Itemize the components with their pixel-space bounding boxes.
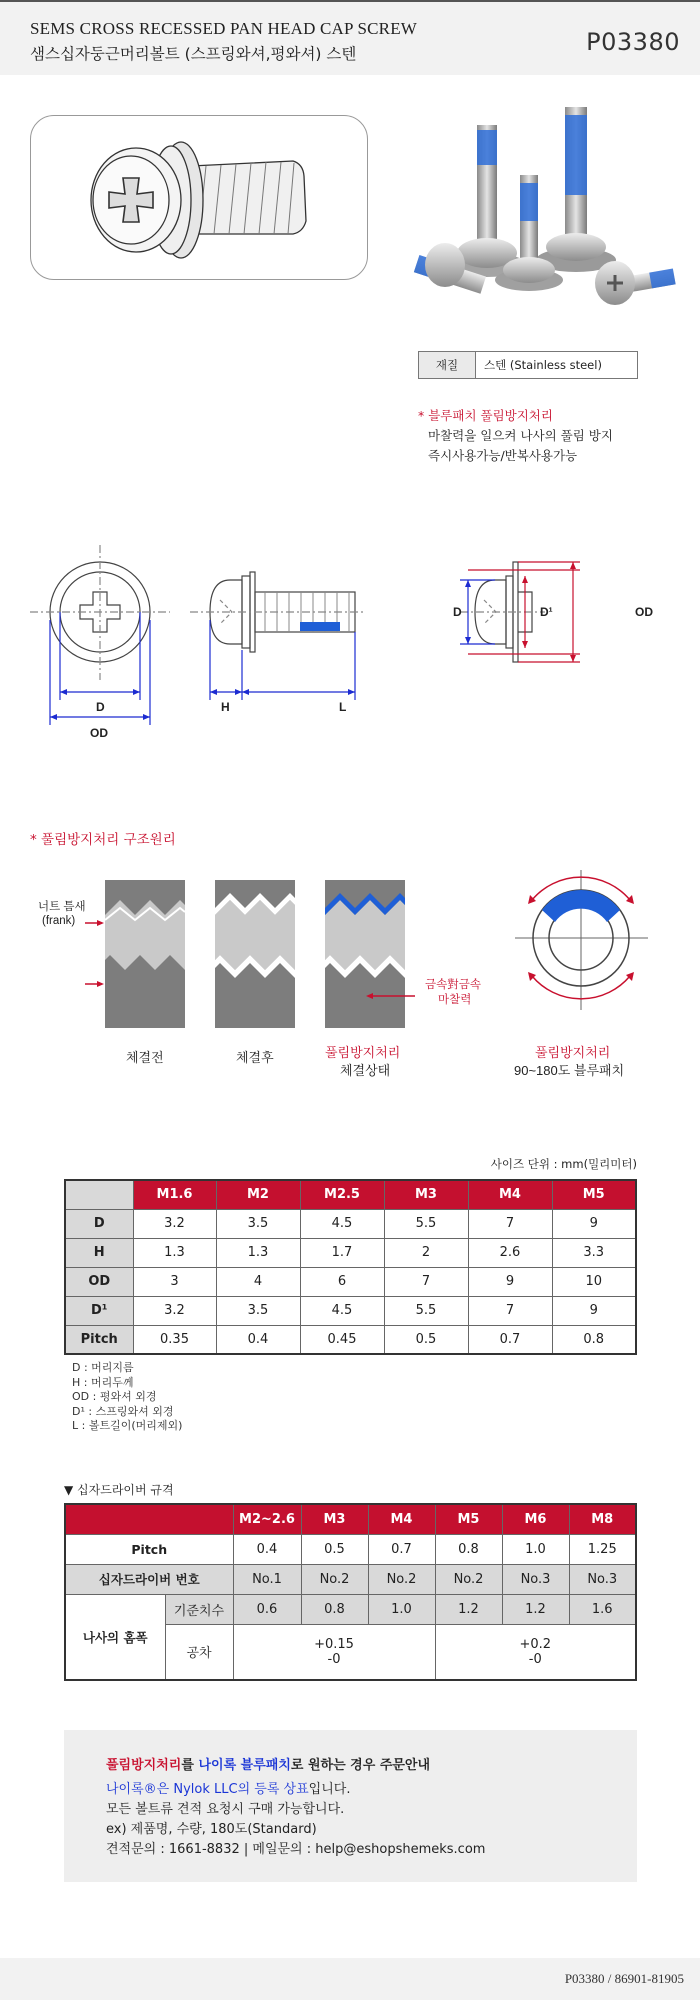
row-header: 나사의 홈폭 <box>65 1594 165 1680</box>
table-cell: 1.6 <box>569 1594 636 1624</box>
dim-label-od: OD <box>90 726 108 740</box>
unit-note: 사이즈 단위 : mm(밀리미터) <box>490 1157 637 1171</box>
product-title-ko: 샘스십자둥근머리볼트 (스프링와셔,평와셔) 스텐 <box>30 45 357 63</box>
principle-diagram <box>20 860 680 1090</box>
table-cell: No.2 <box>368 1564 435 1594</box>
product-title-en: SEMS CROSS RECESSED PAN HEAD CAP SCREW <box>30 19 418 38</box>
table-cell: 3 <box>133 1267 216 1296</box>
notice-text: 입니다. <box>308 1782 351 1797</box>
table-col-header: M5 <box>435 1504 502 1534</box>
table-cell: 6 <box>300 1267 384 1296</box>
table-col-header: M1.6 <box>133 1180 216 1209</box>
feature-title: * 블루패치 풀림방지처리 <box>418 408 553 423</box>
feature-line: 즉시사용가능/반복사용가능 <box>428 448 578 463</box>
table-cell: 7 <box>384 1267 468 1296</box>
table-cell: No.3 <box>502 1564 569 1594</box>
table-cell: 2.6 <box>468 1238 552 1267</box>
table-cell: 0.45 <box>300 1325 384 1354</box>
tolerance-minus: -0 <box>327 1651 341 1667</box>
table-cell: 2 <box>384 1238 468 1267</box>
table-cell: 1.7 <box>300 1238 384 1267</box>
row-header: H <box>65 1238 133 1267</box>
tolerance-plus: +0.2 <box>519 1636 552 1652</box>
table-cell: 0.7 <box>468 1325 552 1354</box>
table-cell: 3.2 <box>133 1209 216 1238</box>
table-cell: 9 <box>468 1267 552 1296</box>
size-table <box>64 1179 637 1355</box>
caption-patch-2: 90~180도 블루패치 <box>514 1063 625 1078</box>
caption-treated: 풀림방지처리 <box>325 1045 401 1060</box>
legend-item: D : 머리지름 <box>72 1361 134 1374</box>
material-table <box>418 351 638 379</box>
table-cell: 4 <box>216 1267 300 1296</box>
row-header: D <box>65 1209 133 1238</box>
table-cell: 0.35 <box>133 1325 216 1354</box>
table-cell: 1.2 <box>435 1594 502 1624</box>
page-header <box>0 0 700 75</box>
table-cell: 0.8 <box>552 1325 636 1354</box>
table-cell: 0.6 <box>233 1594 301 1624</box>
table-cell: No.2 <box>301 1564 368 1594</box>
table-cell: 0.8 <box>301 1594 368 1624</box>
metal-friction-label: 금속對금속 <box>425 979 481 991</box>
notice-line: 모든 볼트류 견적 요청시 구매 가능합니다. <box>106 1802 345 1817</box>
table-col-header: M5 <box>552 1180 636 1209</box>
page-footer <box>0 1958 700 2000</box>
table-col-header: M2.5 <box>300 1180 384 1209</box>
table-cell: 1.25 <box>569 1534 636 1564</box>
table-cell: 7 <box>468 1296 552 1325</box>
screw-sketch-image <box>30 115 368 280</box>
table-cell: 1.0 <box>368 1594 435 1624</box>
table-row <box>65 1209 636 1238</box>
order-notice <box>64 1730 637 1882</box>
legend-item: OD : 평와셔 외경 <box>72 1390 157 1403</box>
notice-text: 를 <box>181 1758 199 1773</box>
dim-label-l: L <box>339 700 347 714</box>
notice-line <box>106 1780 485 1800</box>
dim-label-od-side: OD <box>635 605 653 619</box>
table-row <box>65 1325 636 1354</box>
table-cell: 0.5 <box>301 1534 368 1564</box>
table-row <box>65 1267 636 1296</box>
dim-label-d1: D¹ <box>540 605 553 619</box>
sub-row-header: 기준치수 <box>165 1594 233 1624</box>
feature-line: 마찰력을 일으켜 나사의 풀림 방지 <box>428 428 613 443</box>
table-cell: 7 <box>468 1209 552 1238</box>
gap-label: 너트 틈새 <box>38 901 86 913</box>
material-label: 재질 <box>419 352 476 379</box>
dimension-legend <box>72 1361 182 1434</box>
table-row <box>65 1564 636 1594</box>
metal-friction-label-2: 마찰력 <box>438 994 472 1006</box>
notice-line: ex) 제품명, 수량, 180도(Standard) <box>106 1822 317 1837</box>
notice-blue-text: 나이록 블루패치 <box>198 1758 291 1773</box>
row-header: Pitch <box>65 1325 133 1354</box>
dim-label-d: D <box>96 700 105 714</box>
table-cell: 4.5 <box>300 1209 384 1238</box>
table-cell: 0.7 <box>368 1534 435 1564</box>
material-value: 스텐 (Stainless steel) <box>476 352 638 379</box>
table-cell: 5.5 <box>384 1296 468 1325</box>
table-col-header: M3 <box>301 1504 368 1534</box>
table-col-header: M2 <box>216 1180 300 1209</box>
row-header: 십자드라이버 번호 <box>65 1564 233 1594</box>
dimension-diagrams <box>20 540 680 760</box>
table-cell: No.3 <box>569 1564 636 1594</box>
sub-row-header: 공차 <box>165 1624 233 1680</box>
product-photo <box>395 95 685 310</box>
table-row <box>65 1594 636 1624</box>
table-cell: 1.2 <box>502 1594 569 1624</box>
table-col-header: M8 <box>569 1504 636 1534</box>
notice-red-text: 풀림방지처리 <box>106 1758 182 1773</box>
feature-block <box>418 406 613 466</box>
dim-label-d-side: D <box>453 605 462 619</box>
tolerance-minus: -0 <box>528 1651 542 1667</box>
table-cell: 0.4 <box>216 1325 300 1354</box>
table-cell: 9 <box>552 1209 636 1238</box>
table-col-header: M4 <box>468 1180 552 1209</box>
dim-label-h: H <box>221 700 230 714</box>
legend-item: D¹ : 스프링와셔 외경 <box>72 1404 174 1418</box>
product-code: P03380 <box>586 28 680 56</box>
table-cell: 3.3 <box>552 1238 636 1267</box>
notice-line <box>106 1756 485 1776</box>
table-cell: 1.0 <box>502 1534 569 1564</box>
driver-table-title: ▼ 십자드라이버 규격 <box>64 1483 174 1497</box>
table-cell: 0.5 <box>384 1325 468 1354</box>
table-cell: 3.2 <box>133 1296 216 1325</box>
table-col-header: M3 <box>384 1180 468 1209</box>
table-col-header: M6 <box>502 1504 569 1534</box>
footer-code: P03380 / 86901-81905 <box>564 1971 684 1986</box>
caption-after: 체결후 <box>236 1050 274 1065</box>
table-cell: 1.3 <box>133 1238 216 1267</box>
notice-contact: 견적문의 : 1661-8832 | 메일문의 : help@eshopshemeks.com <box>106 1842 486 1857</box>
table-cell: 9 <box>552 1296 636 1325</box>
tolerance-plus: +0.15 <box>314 1636 354 1652</box>
row-header: OD <box>65 1267 133 1296</box>
table-corner <box>65 1504 233 1534</box>
legend-item: L : 볼트길이(머리제외) <box>72 1419 183 1432</box>
caption-patch: 풀림방지처리 <box>535 1045 611 1060</box>
table-cell: 5.5 <box>384 1209 468 1238</box>
principle-title: * 풀림방지처리 구조원리 <box>30 832 176 848</box>
notice-trademark: 나이록®은 Nylok LLC의 등록 상표 <box>106 1782 309 1797</box>
table-cell: 0.4 <box>233 1534 301 1564</box>
notice-text: 로 원하는 경우 주문안내 <box>290 1758 431 1773</box>
table-row <box>65 1238 636 1267</box>
table-col-header: M2~2.6 <box>233 1504 301 1534</box>
table-cell: No.1 <box>233 1564 301 1594</box>
table-cell: No.2 <box>435 1564 502 1594</box>
tolerance-cell <box>233 1624 435 1680</box>
table-cell: 4.5 <box>300 1296 384 1325</box>
table-cell: 3.5 <box>216 1296 300 1325</box>
table-cell: 3.5 <box>216 1209 300 1238</box>
tolerance-cell <box>435 1624 636 1680</box>
table-cell: 0.8 <box>435 1534 502 1564</box>
driver-table <box>64 1503 637 1681</box>
legend-item: H : 머리두께 <box>72 1375 134 1389</box>
table-corner <box>65 1180 133 1209</box>
gap-label-2: (frank) <box>42 915 76 927</box>
table-cell: 10 <box>552 1267 636 1296</box>
caption-treated-2: 체결상태 <box>340 1063 391 1078</box>
row-header: D¹ <box>65 1296 133 1325</box>
table-cell: 1.3 <box>216 1238 300 1267</box>
table-row <box>65 1296 636 1325</box>
table-row <box>65 1534 636 1564</box>
row-header: Pitch <box>65 1534 233 1564</box>
caption-before: 체결전 <box>126 1050 164 1065</box>
table-col-header: M4 <box>368 1504 435 1534</box>
